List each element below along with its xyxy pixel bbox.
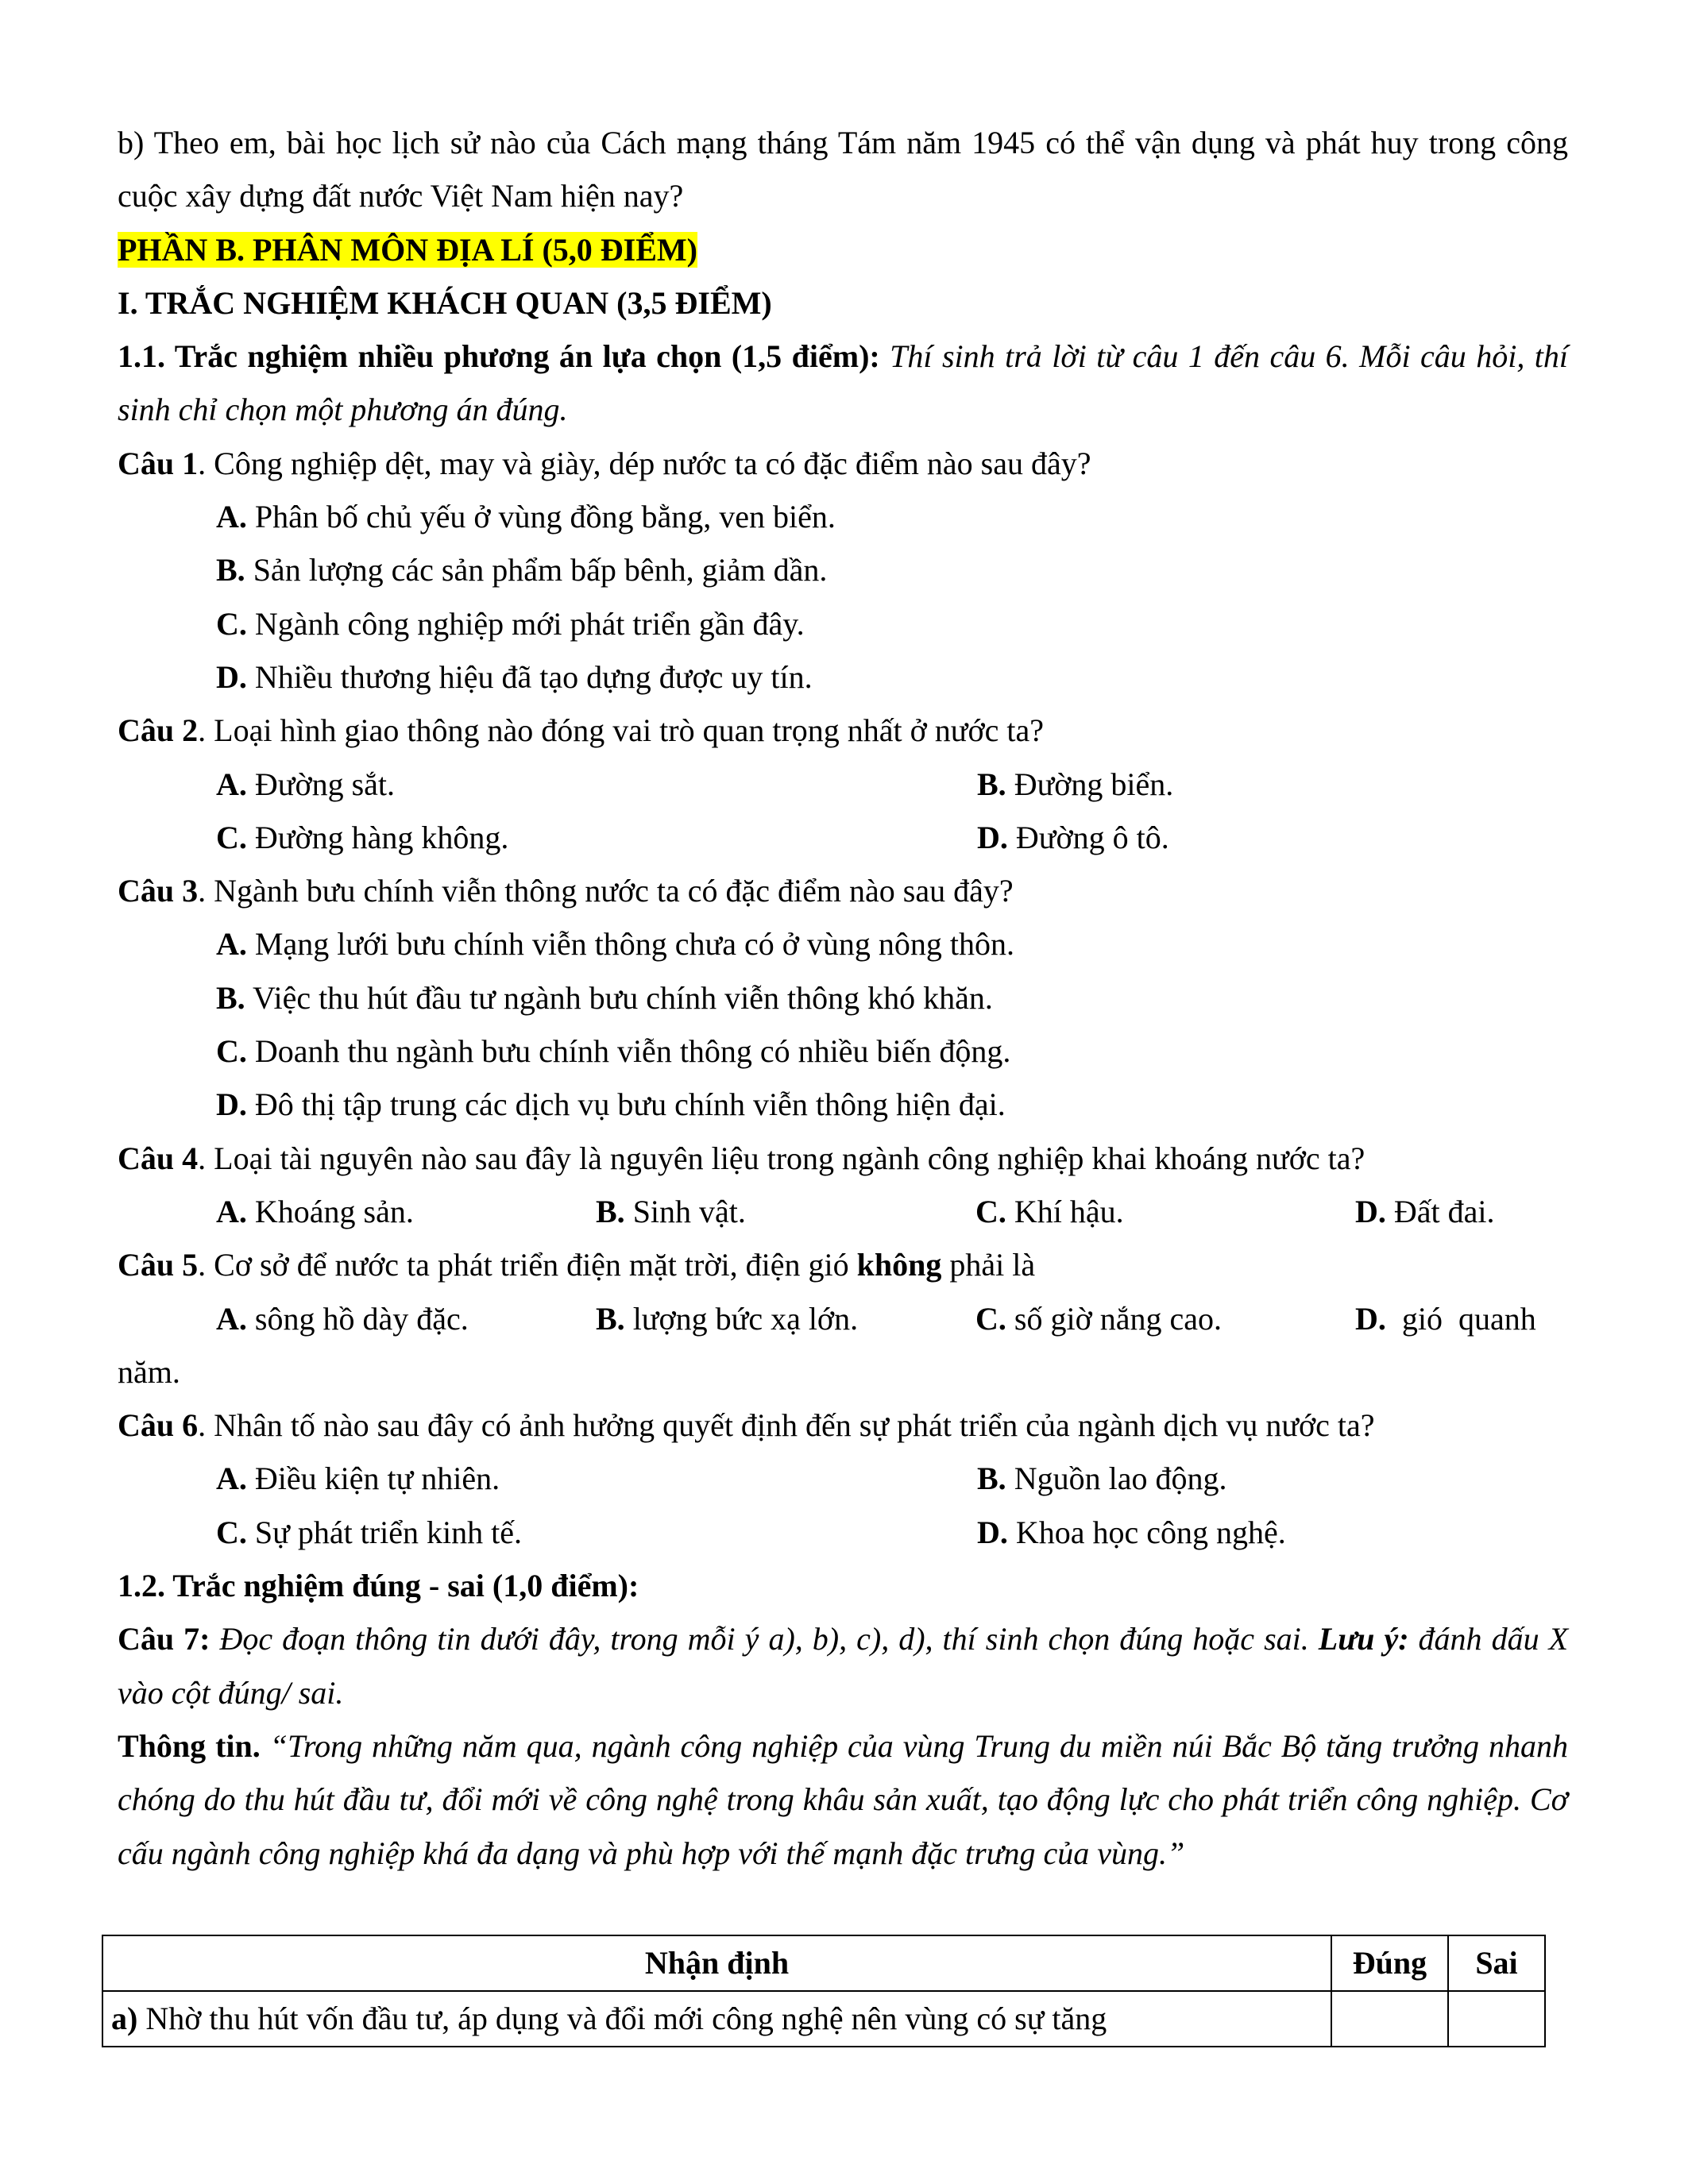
section-1-1-instruction: Thí sinh trả lời từ câu 1 đến câu 6. Mỗi câu hỏi, thí sinh chỉ chọn một phương án đúng.: [118, 338, 1568, 428]
true-cell[interactable]: [1331, 1991, 1448, 2047]
option-1c: [118, 597, 1568, 650]
option-3c: [118, 1024, 1568, 1078]
options-row: [118, 1506, 1568, 1559]
false-cell[interactable]: [1448, 1991, 1545, 2047]
option-2c: [216, 811, 977, 864]
options-row: [118, 758, 1568, 811]
info-label: Thông tin.: [118, 1727, 261, 1764]
option-3b: [118, 971, 1568, 1024]
option-text: Đường sắt.: [246, 766, 396, 802]
option-key: B.: [977, 766, 1006, 802]
note-label: Lưu ý:: [1318, 1621, 1409, 1657]
option-text: Khoa học công nghệ.: [1007, 1514, 1286, 1550]
option-key: C.: [216, 819, 247, 855]
section-1-1-title: 1.1. Trắc nghiệm nhiều phương án lựa chọn (1,5 điểm):: [118, 338, 880, 375]
option-text: Doanh thu ngành bưu chính viễn thông có nhiều biến động.: [246, 1033, 1011, 1070]
option-key: A.: [216, 1193, 247, 1229]
option-key: B.: [216, 979, 245, 1016]
table-header-row: [102, 1935, 1545, 1991]
option-4c: [975, 1185, 1355, 1238]
options-row: [118, 811, 1568, 864]
option-1b: [118, 543, 1568, 596]
option-6a: [216, 1452, 977, 1505]
question-label: Câu 7:: [118, 1621, 211, 1657]
option-text: Khoáng sản.: [246, 1193, 414, 1229]
question-1: [118, 437, 1568, 490]
option-4a: [216, 1185, 596, 1238]
question-text: . Công nghiệp dệt, may và giày, dép nước ta có đặc điểm nào sau đây?: [198, 445, 1091, 481]
option-key: C.: [975, 1193, 1006, 1229]
option-key: D.: [216, 658, 247, 695]
question-6: [118, 1399, 1568, 1452]
option-key: C.: [975, 1300, 1006, 1337]
option-4b: [596, 1185, 975, 1238]
question-text: . Nhân tố nào sau đây có ảnh hưởng quyết định đến sự phát triển của ngành dịch vụ nước ta?: [198, 1407, 1375, 1444]
option-text: Đô thị tập trung các dịch vụ bưu chính viễn thông hiện đại.: [246, 1086, 1006, 1123]
options-row: [118, 1185, 1568, 1238]
document-page: [118, 116, 1568, 1880]
option-text: Đường ô tô.: [1007, 819, 1169, 855]
question-2: [118, 704, 1568, 757]
option-text: Đường hàng không.: [246, 819, 509, 855]
question-label: Câu 4: [118, 1140, 199, 1176]
header-false: Sai: [1448, 1935, 1545, 1991]
option-text: Sinh vật.: [624, 1193, 746, 1229]
question-instruction: Đọc đoạn thông tin dưới đây, trong mỗi ý a), b), c), d), thí sinh chọn đúng hoặc sai.: [210, 1621, 1319, 1657]
option-key: A.: [216, 766, 247, 802]
option-2a: [216, 758, 977, 811]
question-text-end: phải là: [941, 1247, 1036, 1283]
option-key: B.: [977, 1461, 1006, 1497]
option-6c: [216, 1506, 977, 1559]
question-label: Câu 5: [118, 1247, 199, 1283]
statement-text: Nhờ thu hút vốn đầu tư, áp dụng và đổi mới công nghệ nên vùng có sự tăng: [137, 2001, 1107, 2036]
question-label: Câu 2: [118, 712, 199, 749]
note-text: đánh dấu X vào cột đúng/ sai.: [118, 1621, 1569, 1711]
option-key: D.: [977, 1514, 1008, 1550]
option-key: B.: [216, 552, 245, 588]
question-4: [118, 1132, 1568, 1185]
option-4d: [1355, 1194, 1495, 1229]
option-text: gió quanh năm.: [118, 1300, 1544, 1390]
question-label: Câu 3: [118, 873, 199, 909]
option-key: A.: [216, 499, 247, 535]
option-5b: [596, 1292, 975, 1345]
option-text: Phân bố chủ yếu ở vùng đồng bằng, ven biển.: [246, 499, 836, 535]
option-5a: [216, 1292, 596, 1345]
question-text: . Loại tài nguyên nào sau đây là nguyên liệu trong ngành công nghiệp khai khoáng nước ta?: [198, 1140, 1365, 1176]
section-1-2-title: 1.2. Trắc nghiệm đúng - sai (1,0 điểm):: [118, 1568, 639, 1604]
option-3a: [118, 917, 1568, 970]
question-label: Câu 6: [118, 1407, 199, 1444]
options-row: [118, 1452, 1568, 1505]
option-text: Khí hậu.: [1006, 1193, 1124, 1229]
option-text: sông hồ dày đặc.: [246, 1300, 469, 1337]
option-key: B.: [596, 1300, 625, 1337]
section-1-1-heading: [118, 330, 1568, 437]
info-text: “Trong những năm qua, ngành công nghiệp của vùng Trung du miền núi Bắc Bộ tăng trưởng nhanh chóng do thu hút đầu tư, đổi mới về công nghệ trong khâu sản xuất, tạo động lực cho phát triển công nghiệp. Cơ cấu ngành công nghiệp khá đa dạng và phù hợp với thế mạnh đặc trưng của vùng.”: [118, 1727, 1568, 1871]
header-statement: Nhận định: [102, 1935, 1331, 1991]
question-5: [118, 1238, 1568, 1291]
option-text: Đường biển.: [1006, 766, 1174, 802]
option-1d: [118, 650, 1568, 704]
part-b-title: PHẦN B. PHÂN MÔN ĐỊA LÍ (5,0 ĐIỂM): [118, 231, 697, 268]
option-text: Mạng lưới bưu chính viễn thông chưa có ở vùng nông thôn.: [246, 926, 1015, 963]
option-2d: [977, 811, 1169, 864]
option-text: Việc thu hút đầu tư ngành bưu chính viễn thông khó khăn.: [245, 979, 993, 1016]
option-3d: [118, 1078, 1568, 1131]
option-key: C.: [216, 1514, 247, 1550]
option-text: số giờ nắng cao.: [1006, 1300, 1222, 1337]
option-key: D.: [1355, 1193, 1386, 1229]
options-row: [118, 1292, 1568, 1399]
table-row: [102, 1991, 1545, 2047]
option-text: Đất đai.: [1385, 1193, 1495, 1229]
question-text: . Loại hình giao thông nào đóng vai trò quan trọng nhất ở nước ta?: [198, 712, 1045, 749]
statement-cell: [102, 1991, 1331, 2047]
option-text: lượng bức xạ lớn.: [624, 1300, 859, 1337]
option-key: A.: [216, 1461, 247, 1497]
option-key: A.: [216, 926, 247, 963]
question-emphasis: không: [856, 1247, 942, 1283]
option-6d: [977, 1506, 1286, 1559]
question-text: . Ngành bưu chính viễn thông nước ta có đặc điểm nào sau đây?: [198, 873, 1014, 909]
option-text: Ngành công nghiệp mới phát triển gần đây.: [246, 605, 805, 642]
option-key: C.: [216, 1033, 247, 1070]
statement-key: a): [111, 2001, 138, 2036]
question-3: [118, 864, 1568, 917]
history-question-b: b) Theo em, bài học lịch sử nào của Cách mạng tháng Tám năm 1945 có thể vận dụng và phát huy trong công cuộc xây dựng đất nước Việt Nam hiện nay?: [118, 125, 1568, 214]
option-text: Nhiều thương hiệu đã tạo dựng được uy tín.: [246, 658, 813, 695]
option-key: B.: [596, 1193, 625, 1229]
true-false-table: [102, 1935, 1546, 2047]
option-text: Sản lượng các sản phẩm bấp bênh, giảm dần.: [245, 552, 828, 588]
question-7: [118, 1612, 1568, 1719]
option-key: D.: [1355, 1300, 1386, 1337]
option-key: C.: [216, 605, 247, 642]
option-text: Điều kiện tự nhiên.: [246, 1461, 500, 1497]
option-text: Nguồn lao động.: [1006, 1461, 1227, 1497]
info-passage: [118, 1719, 1568, 1880]
question-text: . Cơ sở để nước ta phát triển điện mặt trời, điện gió: [198, 1247, 857, 1283]
option-key: A.: [216, 1300, 247, 1337]
option-6b: [977, 1452, 1226, 1505]
option-key: D.: [977, 819, 1008, 855]
section-1-title: I. TRẮC NGHIỆM KHÁCH QUAN (3,5 ĐIỂM): [118, 284, 772, 321]
option-key: D.: [216, 1086, 247, 1123]
header-true: Đúng: [1331, 1935, 1448, 1991]
option-text: Sự phát triển kinh tế.: [246, 1514, 522, 1550]
option-1a: [118, 490, 1568, 543]
option-2b: [977, 758, 1173, 811]
question-label: Câu 1: [118, 445, 199, 481]
option-5c: [975, 1292, 1355, 1345]
